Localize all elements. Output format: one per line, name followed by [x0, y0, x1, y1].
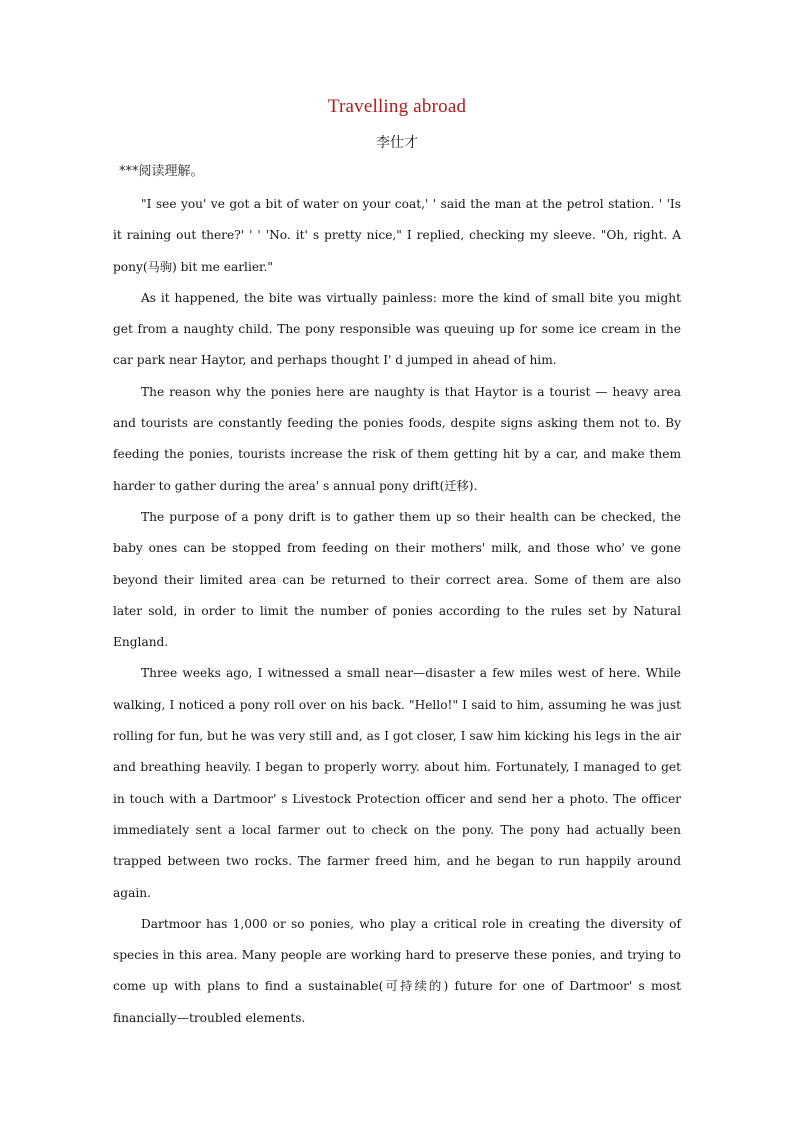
paragraph: "I see you' ve got a bit of water on your coat,' ' said the man at the petrol station. ' 'Is it raining out there?' ' ' 'No. it' s pretty nice," I replied, checking my sleeve. "Oh, right. A pony(马驹) bit me earlier." [113, 197, 681, 274]
section-label: ***阅读理解。 [119, 164, 204, 179]
author-name: 李仕才 [376, 135, 418, 151]
article-body [113, 189, 681, 1034]
paragraph: Three weeks ago, I witnessed a small near—disaster a few miles west of here. While walking, I noticed a pony roll over on his back. "Hello!" I said to him, assuming he was just rolling for fun, but he was very still and, as I got closer, I saw him kicking his legs in the air and breathing heavily. I began to properly worry. about him. Fortunately, I managed to get in touch with a Dartmoor' s Livestock Protection officer and send her a photo. The officer immediately sent a local farmer out to check on the pony. The pony had actually been trapped between two rocks. The farmer freed him, and he began to run happily around again. [113, 666, 681, 900]
paragraph: The purpose of a pony drift is to gather them up so their health can be checked, the baby ones can be stopped from feeding on their mothers' milk, and those who' ve gone beyond their limited area can be returned to their correct area. Some of them are also later sold, in order to limit the number of ponies according to the rules set by Natural England. [113, 509, 681, 650]
article-title: Travelling abroad [327, 96, 467, 117]
paragraph: As it happened, the bite was virtually painless: more the kind of small bite you might get from a naughty child. The pony responsible was queuing up for some ice cream in the car park near Haytor, and perhaps thought I' d jumped in ahead of him. [113, 290, 681, 368]
paragraph: Dartmoor has 1,000 or so ponies, who play a critical role in creating the diversity of species in this area. Many people are working hard to preserve these ponies, and trying to come up with plans to find a sustainable(可持续的) future for one of Dartmoor' s most financially—troubled elements. [113, 916, 681, 1025]
paragraph: The reason why the ponies here are naughty is that Haytor is a tourist — heavy area and tourists are constantly feeding the ponies foods, despite signs asking them not to. By feeding the ponies, tourists increase the risk of them getting hit by a car, and make them harder to gather during the area' s annual pony drift(迁移). [113, 384, 681, 493]
